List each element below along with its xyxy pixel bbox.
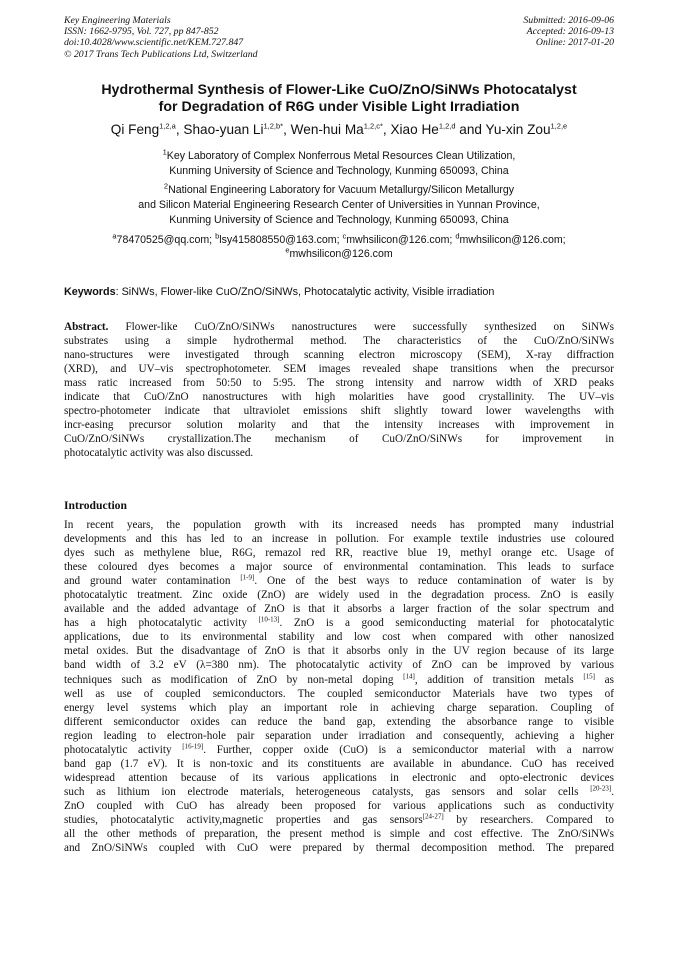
author-separator: , [175,122,184,137]
author-affiliation-mark: 1,2,d [438,121,456,131]
line-text: as [595,673,614,686]
introduction-line [64,701,614,715]
introduction-line [64,687,614,701]
introduction-line [64,729,614,743]
doi-line[interactable]: doi:10.4028/www.scientific.net/KEM.727.847 [64,37,244,49]
introduction-line [64,560,614,574]
line-text: . One of the best ways to reduce contamination of water is by [254,575,614,588]
line-text: applications, due to its environmental stability and low cost when compared with other nanosized [64,631,614,644]
affiliation-1 [40,149,638,179]
introduction-line [64,827,614,841]
submission-dates [523,15,614,49]
online-date: Online: 2017-01-20 [535,37,614,49]
accepted-date: Accepted: 2016-09-13 [526,26,614,38]
affiliation-number: 1 [162,147,167,157]
line-text: metal oxides. But the disadvantage of ZnO is that it absorbs only in the UV region because of its large [64,645,614,658]
author-list [20,122,658,138]
keywords-text: : SiNWs, Flower-like CuO/ZnO/SiNWs, Photocatalytic activity, Visible irradiation [115,286,495,298]
introduction-heading: Introduction [64,499,127,512]
line-text: . Further, copper oxide (CuO) is a semiconductor material with a narrow [203,743,614,756]
email-link[interactable]: mwhsilicon@126.com [289,248,393,260]
copyright-line: © 2017 Trans Tech Publications Ltd, Switzerland [64,48,258,60]
line-text: well as use of coupled semiconductors. The coupled semiconductor Materials have two types of [64,687,614,700]
line-text: and ZnO/SiNWs coupled with CuO were prepared by thermal decomposition method. The prepared [64,842,614,855]
line-text: techniques such as modification of ZnO by non-metal doping [64,673,404,686]
line-text: available and the added advantage of ZnO is that it absorbs a larger fraction of the solar spectrum and [64,603,614,616]
affiliation-number: 2 [163,181,169,191]
introduction-line [64,841,614,855]
abstract-line: incr-easing precursor solution molarity and that the intensity increases with improvement in [64,419,614,432]
line-text: studies, photocatalytic activity,magnetic properties and gas sensors [64,813,423,826]
author-separator: , [382,122,391,137]
introduction-line [64,813,614,827]
introduction-line [64,715,614,729]
title-line-1: Hydrothermal Synthesis of Flower-Like CuO/ZnO/SiNWs Photocatalyst [101,82,577,98]
email-link[interactable]: 78470525@qq.com; [116,234,216,246]
line-text: . ZnO is a good semiconducting material for photocatalytic [279,617,614,630]
abstract-line: photocatalytic activity was also discussed. [64,447,254,460]
author-separator: , [283,122,291,137]
author-affiliation-mark: 1,2,a [159,121,176,131]
citation-reference: [16-19] [182,742,204,751]
citation-reference: [20-23] [590,784,612,793]
line-text: by researchers. Compared to [443,813,614,826]
author-affiliation-mark: 1,2,b* [263,121,284,131]
introduction-line [64,644,614,658]
introduction-line [64,658,614,672]
abstract-label: Abstract. [64,321,109,333]
line-text: different semiconductor oxides can reduce the band gap, extending the absorbance range to visible [64,715,614,728]
issn-line: ISSN: 1662-9795, Vol. 727, pp 847-852 [64,26,219,38]
line-text: dyes such as methylene blue, R6G, remazol red RR, reactive blue 19, methyl orange etc. Usage of [64,547,614,560]
introduction-line [64,771,614,785]
abstract [64,320,614,460]
abstract-line: indicate that CuO/ZnO nanostructures with high molarities have good crystallinity. The UV–vis [64,391,614,404]
line-text: band width of 3.2 eV (λ=380 nm). The photocatalytic activity of ZnO can be improved by various [64,659,614,672]
abstract-line: CuO/ZnO/SiNWs crystallization.The mechanism of CuO/ZnO/SiNWs for improvement in [64,433,614,446]
citation-reference: [15] [583,672,596,680]
affiliation-line: Kunming University of Science and Technology, Kunming 650093, China [169,165,509,177]
title-line-2: for Degradation of R6G under Visible Light Irradiation [158,99,520,115]
abstract-line: spectro-photometer indicate that ultraviolet emissions shift slightly toward lower wavelengths with [64,405,614,418]
introduction-line [64,602,614,616]
line-text: , addition of transition metals [414,673,584,686]
introduction-line [64,799,614,813]
introduction-line [64,785,614,799]
introduction-line [64,630,614,644]
email-link[interactable]: mwhsilicon@126.com; [346,234,456,246]
affiliation-2 [40,183,638,228]
line-text: developments and this has led to an increase in pollution. For example textile industries use coloured [64,533,614,546]
author-name: Yu-xin Zou [485,122,551,137]
line-text: photocatalytic activity [64,743,183,756]
introduction-line [64,574,614,588]
citation-reference: [10-13] [258,616,280,624]
affiliation-line: Kunming University of Science and Technology, Kunming 650093, China [169,214,509,226]
author-name: Shao-yuan Li [183,122,264,137]
affiliation-line: Key Laboratory of Complex Nonferrous Metal Resources Clean Utilization, [166,150,516,162]
introduction-line [64,757,614,771]
keywords-label: Keywords [64,286,116,298]
line-text: photocatalytic treatment. Zinc oxide (ZnO) are widely used in the degradation process. ZnO is easily [64,589,614,602]
author-affiliation-mark: 1,2,e [550,121,568,131]
keywords [64,285,624,299]
introduction-line [64,588,614,602]
line-text: region leading to electron-hole pair separation under irradiation and consequently, achieving a higher [64,729,614,742]
introduction-line [64,546,614,560]
line-text: ZnO coupled with CuO has already been proposed for various applications such as conductivity [64,799,614,812]
line-text: band gap (1.7 eV). It is non-toxic and its constituents are available in abundance. CuO has received [64,757,614,770]
author-affiliation-mark: 1,2,c* [363,121,383,131]
line-text: . [611,785,614,798]
abstract-line: nano-structures were investigated through scanning electron microscopy (SEM), X-ray diffraction [64,349,614,362]
abstract-line: Flower-like CuO/ZnO/SiNWs nanostructures were successfully synthesized on SiNWs [108,321,614,333]
author-name: Xiao He [390,122,439,137]
line-text: has a high photocatalytic activity [64,617,259,630]
abstract-line: substrates using a simple hydrothermal method. The characteristics of the CuO/ZnO/SiNWs [64,335,614,348]
affiliation-line: and Silicon Material Engineering Research Center of Universities in Yunnan Province, [138,199,540,211]
line-text: widespread attention because of its various applications in electronic and opto-electronic devices [64,771,614,784]
abstract-line: (XRD), and UV–vis spectrophotometer. SEM images revealed shape transitions when the precursor [64,363,614,376]
line-text: In recent years, the population growth with its increased needs has prompted many industrial [64,519,614,531]
line-text: and ground water contamination [64,575,241,588]
journal-name: Key Engineering Materials [64,15,171,26]
author-emails: $^a$78470525@qq.com; $^b$lsy415808550@163.com; $^c$mwhsilicon@126.com; $^d$mwhsilicon@126.com; $^e$mwhsilicon@126.com [112,231,566,260]
author-name: Qi Feng [110,122,160,137]
introduction-body [64,518,614,855]
introduction-line [64,616,614,630]
line-text: these coloured dyes becomes a major source of environmental contamination. This leads to surface [64,561,614,574]
introduction-line [64,532,614,546]
introduction-line [64,518,614,532]
email-link[interactable]: mwhsilicon@126.com; [459,234,566,246]
author-separator: and [455,122,486,137]
author-name: Wen-hui Ma [290,122,364,137]
paper-title [30,82,648,116]
line-text: such as lithium ion electrode materials, heterogeneous catalysts, gas sensors and solar cells [64,785,591,798]
introduction-line [64,743,614,757]
citation-reference: [24-27] [422,812,444,821]
line-text: all the other methods of preparation, the present method is simple and cost effective. The ZnO/SiNWs [64,828,614,841]
citation-reference: [1-9] [240,574,255,582]
affiliation-line: National Engineering Laboratory for Vacuum Metallurgy/Silicon Metallurgy [168,184,515,196]
abstract-line: mass ratic increased from 50:50 to 5:95. The strong intensity and narrow width of XRD peaks [64,377,614,390]
citation-reference: [14] [403,672,415,680]
line-text: energy level systems which play an important role in achieving charge separation. Coupling of [64,701,614,714]
journal-info [64,15,258,60]
submitted-date: Submitted: 2016-09-06 [523,15,614,26]
email-link[interactable]: lsy415808550@163.com; [219,234,343,246]
introduction-line [64,673,614,687]
